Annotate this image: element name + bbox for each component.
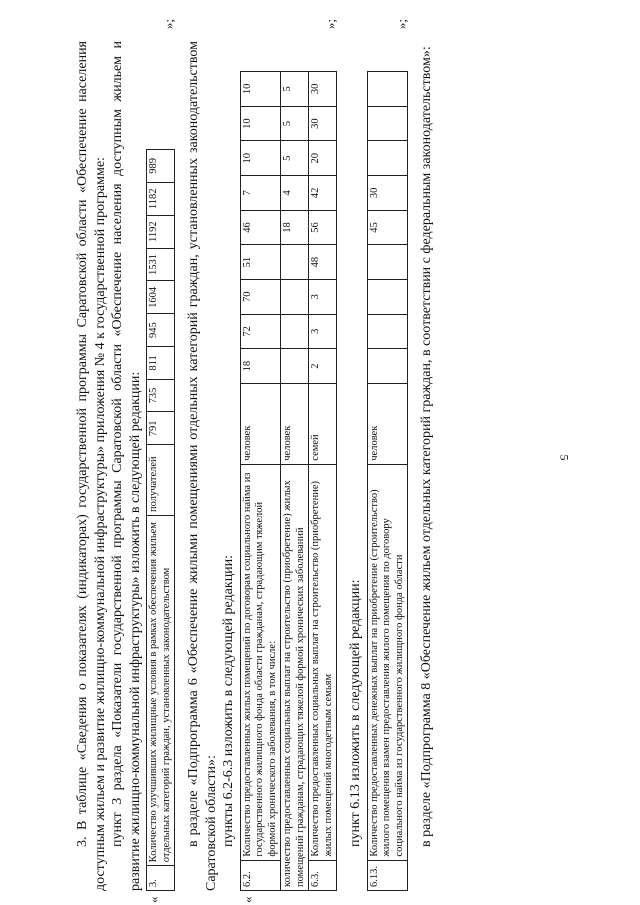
row-value: 10: [240, 72, 281, 107]
row-name: количество предоставленных социальных выплат на строительство (приобретение) жилых помещений гражданам, страдающих тяжелой формой хронических заболеваний: [281, 464, 309, 890]
paragraph-subprogram8: в разделе «Подпрограмма 8 «Обеспечение жильем отдельных категорий граждан, в соответствии с федеральным законодательством»:: [419, 46, 434, 847]
table-point-6-13: [367, 71, 409, 891]
row-value: 5: [281, 141, 309, 176]
row-value: 70: [240, 279, 281, 314]
row-value: 1192: [147, 215, 175, 248]
row-unit: семей: [309, 383, 337, 464]
row-unit: получателей: [147, 445, 175, 516]
row-value: 3: [309, 314, 337, 349]
row-value: 989: [147, 150, 175, 183]
rotated-document-body: [66, 0, 640, 905]
row-value: 46: [240, 210, 281, 245]
row-value: 5: [281, 106, 309, 141]
row-value: 72: [240, 314, 281, 349]
row-value: [367, 141, 408, 176]
row-value: 1604: [147, 281, 175, 314]
table-point3: [146, 149, 175, 891]
page-number: 5: [557, 454, 572, 461]
row-value: 18: [281, 210, 309, 245]
quote-close: »;: [323, 19, 338, 30]
row-value: 2: [309, 349, 337, 384]
row-unit: человек: [240, 383, 281, 464]
row-value: [367, 349, 408, 384]
quote-close: »;: [394, 19, 409, 30]
row-value: 30: [367, 176, 408, 211]
row-value: [367, 245, 408, 280]
row-value: [367, 106, 408, 141]
row-value: 30: [309, 106, 337, 141]
row-value: [367, 72, 408, 107]
row-value: 1182: [147, 182, 175, 215]
row-value: 735: [147, 379, 175, 412]
row-unit: человек: [281, 383, 309, 464]
row-value: [281, 279, 309, 314]
row-value: [281, 314, 309, 349]
paragraph-point-6-13: пункт 6.13 изложить в следующей редакции:: [348, 579, 363, 847]
row-value: 7: [240, 176, 281, 211]
row-value: 45: [367, 210, 408, 245]
row-value: 18: [240, 349, 281, 384]
row-value: 48: [309, 245, 337, 280]
row-value: 791: [147, 412, 175, 445]
row-value: 42: [309, 176, 337, 211]
row-value: 811: [147, 347, 175, 380]
table-subprogram6: [240, 71, 338, 891]
paragraph-points-6-2-6-3: пункты 6.2-6.3 изложить в следующей редакции:: [221, 554, 236, 847]
table-row: [309, 72, 337, 891]
row-value: [367, 279, 408, 314]
paragraph-subprogram6: в разделе «Подпрограмма 6 «Обеспечение жилыми помещениями отдельных категорий граждан, установленных законодательством Саратовской области»:: [186, 41, 219, 891]
row-value: 4: [281, 176, 309, 211]
table-row: [240, 72, 281, 891]
row-number: 6.2.: [240, 860, 281, 890]
row-number: 3.: [147, 866, 175, 891]
row-name: Количество предоставленных денежных выплат на приобретение (строительство) жилого помещения взамен предоставления жилого помещения по договору социального найма из государственного жилищного фонда области: [367, 464, 408, 860]
quote-close: »;: [161, 19, 176, 30]
row-number: 6.3.: [309, 860, 337, 890]
row-name: Количество предоставленных жилых помещений по договорам социального найма из государственного жилищного фонда области гражданам, страдающим тяжелой формой хронического заболевания, в том числе:: [240, 464, 281, 860]
row-value: 945: [147, 314, 175, 347]
row-value: [281, 245, 309, 280]
row-name: Количество улучшивших жилищные условия в рамках обеспечения жильем отдельных категорий граждан, установленных законодательством: [147, 515, 175, 865]
row-value: 51: [240, 245, 281, 280]
row-name: Количество предоставленных социальных выплат на строительство (приобретение) жилых помещений многодетным семьям: [309, 464, 337, 860]
row-value: 5: [281, 72, 309, 107]
table-row: [281, 72, 309, 891]
row-value: 56: [309, 210, 337, 245]
table-row: [147, 150, 175, 891]
row-value: 10: [240, 106, 281, 141]
row-value: [367, 314, 408, 349]
row-value: 20: [309, 141, 337, 176]
paragraph-intro: 3. В таблице «Сведения о показателях (индикаторах) государственной программы Саратовской области «Обеспечение населения доступным жильем и развитие жилищно-коммунальной инфраструктуры» приложения № 4 к государственной программе:: [75, 41, 108, 891]
row-unit: человек: [367, 383, 408, 464]
paragraph-point3: пункт 3 раздела «Показатели государственной программы Саратовской области «Обеспечение населения доступным жильем и развитие жилищно-коммунальной инфраструктуры» изложить в следующей редакции:: [110, 41, 143, 891]
quote-open: «: [146, 896, 161, 903]
row-value: 10: [240, 141, 281, 176]
table-point-6-13-wrap: [367, 19, 409, 891]
row-value: [281, 349, 309, 384]
table-subprogram6-wrap: [239, 19, 338, 903]
row-number: 6.13.: [367, 860, 408, 890]
quote-open: «: [239, 896, 255, 903]
row-value: 1531: [147, 248, 175, 281]
row-value: 3: [309, 279, 337, 314]
table-point3-wrap: [146, 19, 176, 903]
row-value: 30: [309, 72, 337, 107]
table-row: [367, 72, 408, 891]
